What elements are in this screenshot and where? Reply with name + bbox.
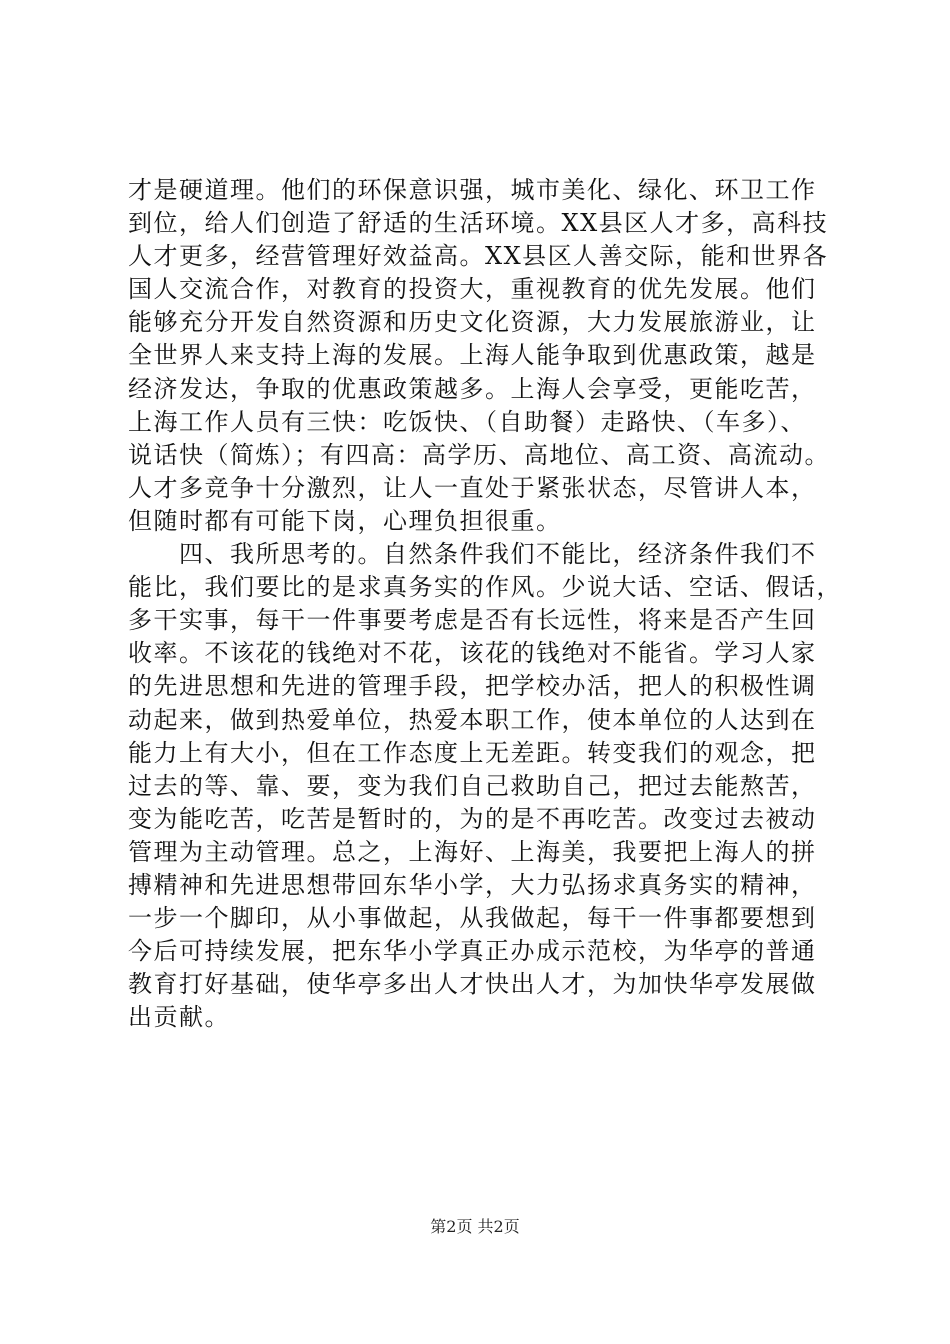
text-line: 上海工作人员有三快：吃饭快、（自助餐）走路快、（车多）、 bbox=[128, 407, 806, 436]
text-line: 一步一个脚印，从小事做起，从我做起，每干一件事都要想到 bbox=[128, 904, 817, 933]
text-line: 收率。不该花的钱绝对不花，该花的钱绝对不能省。学习人家 bbox=[128, 639, 817, 668]
text-line: 能比，我们要比的是求真务实的作风。少说大话、空话、假话， bbox=[128, 573, 842, 602]
text-line: 的先进思想和先进的管理手段，把学校办活，把人的积极性调 bbox=[128, 672, 817, 701]
text-line: 经济发达，争取的优惠政策越多。上海人会享受，更能吃苦， bbox=[128, 374, 817, 403]
text-line: 人才更多，经营管理好效益高。XX县区人善交际，能和世界各 bbox=[128, 242, 829, 271]
text-line: 教育打好基础，使华亭多出人才快出人才，为加快华亭发展做 bbox=[128, 970, 817, 999]
text-line: 能力上有大小，但在工作态度上无差距。转变我们的观念，把 bbox=[128, 738, 817, 767]
page-footer: 第2页 共2页 bbox=[430, 1217, 520, 1236]
text-line: 国人交流合作，对教育的投资大，重视教育的优先发展。他们 bbox=[128, 275, 817, 304]
text-line: 搏精神和先进思想带回东华小学，大力弘扬求真务实的精神， bbox=[128, 870, 817, 899]
text-line: 才是硬道理。他们的环保意识强，城市美化、绿化、环卫工作 bbox=[128, 176, 817, 204]
text-line: 人才多竞争十分激烈，让人一直处于紧张状态，尽管讲人本， bbox=[128, 473, 817, 502]
text-line: 管理为主动管理。总之，上海好、上海美，我要把上海人的拼 bbox=[128, 837, 817, 866]
text-line: 能够充分开发自然资源和历史文化资源，大力发展旅游业，让 bbox=[128, 308, 817, 337]
text-line: 四、我所思考的。自然条件我们不能比，经济条件我们不 bbox=[128, 540, 817, 569]
text-line: 多干实事，每干一件事要考虑是否有长远性，将来是否产生回 bbox=[128, 606, 817, 635]
body-text bbox=[128, 174, 842, 1034]
text-line: 动起来，做到热爱单位，热爱本职工作，使本单位的人达到在 bbox=[128, 705, 817, 734]
text-line: 出贡献。 bbox=[128, 1003, 230, 1032]
text-line: 但随时都有可能下岗，心理负担很重。 bbox=[128, 506, 562, 535]
text-line: 今后可持续发展，把东华小学真正办成示范校，为华亭的普通 bbox=[128, 937, 817, 966]
text-line: 过去的等、靠、要，变为我们自己救助自己，把过去能熬苦， bbox=[128, 771, 817, 800]
text-line: 全世界人来支持上海的发展。上海人能争取到优惠政策，越是 bbox=[128, 341, 817, 370]
text-line: 变为能吃苦，吃苦是暂时的，为的是不再吃苦。改变过去被动 bbox=[128, 804, 817, 833]
text-line: 到位，给人们创造了舒适的生活环境。XX县区人才多，高科技 bbox=[128, 209, 829, 238]
text-line: 说话快（简炼）；有四高：高学历、高地位、高工资、高流动。 bbox=[128, 440, 830, 469]
